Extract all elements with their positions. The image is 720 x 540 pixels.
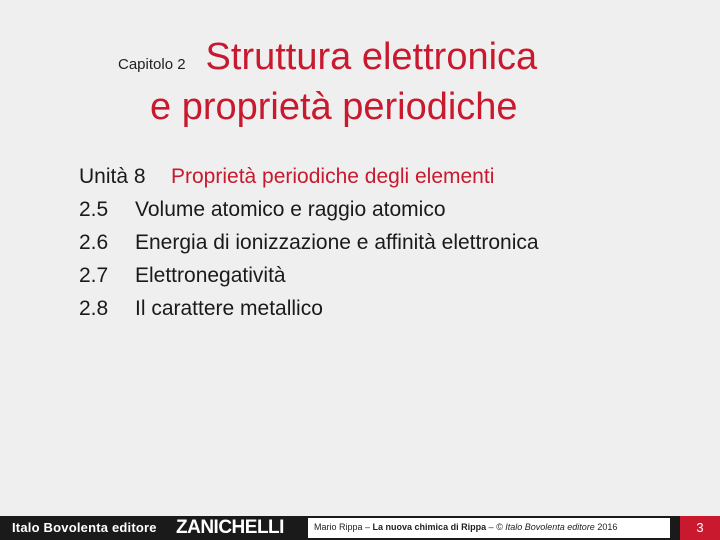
credit-separator: – — [488, 522, 494, 532]
list-item — [79, 226, 539, 259]
credit-publisher: © Italo Bovolenta editore — [496, 522, 595, 532]
chapter-label: Capitolo 2 — [118, 56, 186, 73]
credit-author: Mario Rippa – — [314, 522, 371, 532]
title-line-1 — [118, 36, 537, 79]
item-text: Il carattere metallico — [135, 297, 323, 320]
credit-line — [314, 522, 617, 532]
title-line-2: e proprietà periodiche — [150, 86, 518, 128]
publisher-logo-zanichelli: ZANICHELLI — [176, 517, 284, 538]
unit-heading — [79, 160, 539, 193]
item-text: Volume atomico e raggio atomico — [135, 198, 446, 221]
list-item — [79, 259, 539, 292]
credit-year: 2016 — [597, 522, 618, 532]
item-number: 2.6 — [79, 231, 109, 254]
list-item — [79, 292, 539, 325]
list-item — [79, 193, 539, 226]
item-number: 2.5 — [79, 198, 109, 221]
item-number: 2.8 — [79, 297, 109, 320]
item-number: 2.7 — [79, 264, 109, 287]
credit-book: La nuova chimica di Rippa — [372, 522, 487, 532]
footer-bar — [0, 516, 720, 540]
unit-label: Unità 8 — [79, 165, 146, 188]
page-number: 3 — [696, 520, 704, 535]
item-text: Energia di ionizzazione e affinità elettronica — [135, 231, 539, 254]
page-number-badge — [680, 516, 720, 540]
credit-box — [308, 518, 670, 538]
publisher-logo-bovolenta: Italo Bovolenta editore — [12, 520, 157, 535]
content-list — [79, 160, 539, 325]
item-text: Elettronegatività — [135, 264, 286, 287]
unit-title: Proprietà periodiche degli elementi — [171, 165, 495, 188]
title-main: Struttura elettronica — [205, 36, 538, 78]
